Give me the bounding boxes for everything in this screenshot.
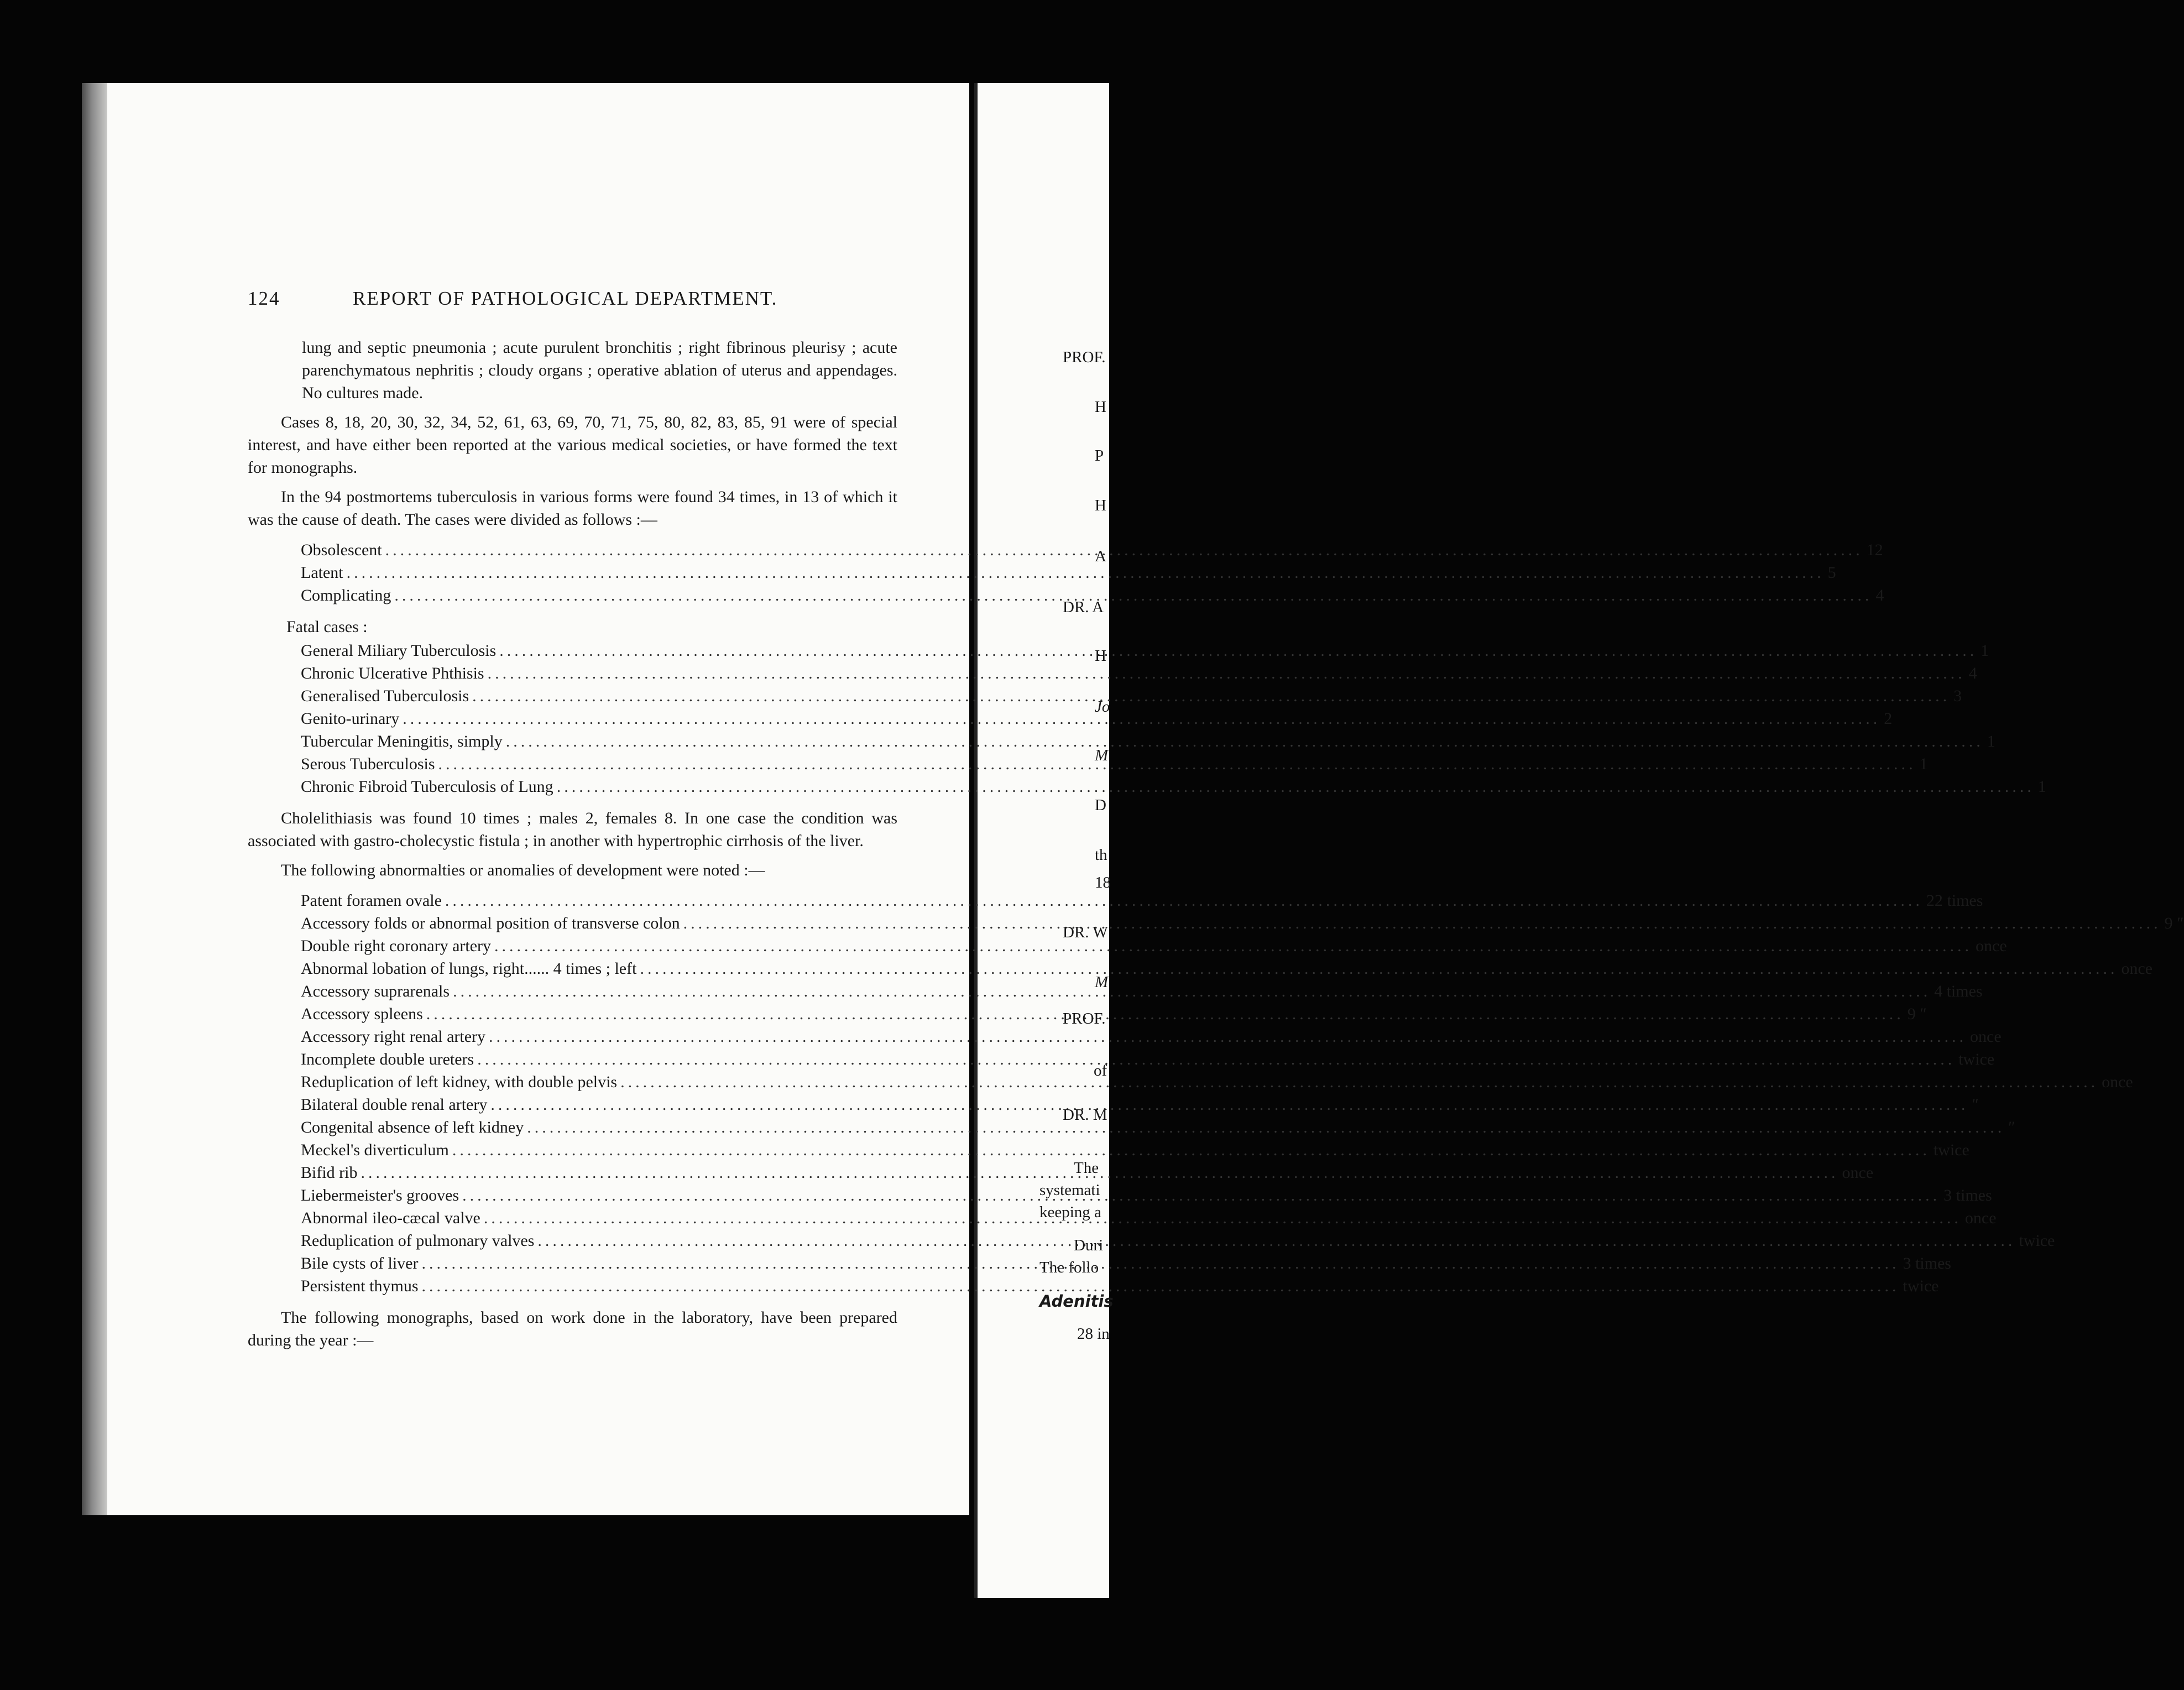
right-page-fragment: Adenitis xyxy=(1039,1292,1114,1311)
list-item-label: Bilateral double renal artery xyxy=(301,1096,488,1114)
right-page-fragment: 18 xyxy=(1095,874,1111,891)
leader-dots xyxy=(490,1093,1968,1116)
list-item-label: Reduplication of pulmonary valves xyxy=(301,1232,535,1250)
right-page-fragment: Duri xyxy=(1074,1237,1104,1254)
list-item-value: 9 ″ xyxy=(1907,1005,1927,1023)
leader-dots xyxy=(620,1071,2098,1093)
right-page-fragment: DR. W xyxy=(1063,924,1108,941)
list-item-value: twice xyxy=(1903,1277,1939,1295)
list-item-value: 1 xyxy=(1981,641,1989,660)
list-item-value: ″ xyxy=(1972,1096,1979,1114)
page-edge-shadow xyxy=(82,83,107,1515)
list-item-value: once xyxy=(1964,1209,1997,1227)
list-item-label: Chronic Ulcerative Phthisis xyxy=(301,664,484,682)
list-item-label: Accessory right renal artery xyxy=(301,1027,486,1046)
list-item xyxy=(301,775,2046,798)
list-item xyxy=(301,935,2007,957)
list-item-value: 1 xyxy=(1987,732,1995,750)
list-item-label: Generalised Tuberculosis xyxy=(301,687,469,705)
paragraph-continuation: lung and septic pneumonia ; acute purulent bronchitis ; right fibrinous pleurisy ; acute parenchymatous nephritis ; cloudy organs ; operative ablation of uterus and appendages. No cultures made. xyxy=(302,338,897,402)
leader-dots xyxy=(421,1252,1899,1275)
leader-dots xyxy=(403,707,1880,730)
list-item-label: Abnormal lobation of lungs, right...... 4 times ; left xyxy=(301,959,637,978)
leader-dots xyxy=(506,730,1984,753)
list-item-label: Accessory spleens xyxy=(301,1005,423,1023)
list-item-value: once xyxy=(1970,1027,2002,1046)
list-item-value: 12 xyxy=(1866,541,1883,559)
leader-dots xyxy=(488,662,1966,685)
list-item-label: Serous Tuberculosis xyxy=(301,755,435,773)
leader-dots xyxy=(361,1161,1839,1184)
right-page-fragment: th xyxy=(1095,846,1107,864)
list-item-label: Abnormal ileo-cæcal valve xyxy=(301,1209,480,1227)
list-item-value: once xyxy=(2102,1073,2133,1091)
paragraph-tuberculosis: In the 94 postmortems tuberculosis in various forms were found 34 times, in 13 of which it was the cause of death. The cases were divided as follows :— xyxy=(248,488,897,529)
list-item-value: 4 xyxy=(1875,586,1884,604)
leader-dots xyxy=(385,539,1863,561)
list-item-label: Reduplication of left kidney, with double pelvis xyxy=(301,1073,618,1091)
list-item-value: 4 times xyxy=(1934,982,1983,1000)
right-page-fragment: The xyxy=(1074,1159,1099,1177)
list-item xyxy=(301,639,1989,662)
right-page-fragment: keeping a xyxy=(1039,1203,1101,1221)
list-item-value: 3 times xyxy=(1943,1186,1992,1204)
leader-dots xyxy=(462,1184,1940,1207)
list-item-label: Liebermeister's grooves xyxy=(301,1186,459,1204)
paragraph-monographs: The following monographs, based on work done in the laboratory, have been prepared during the year :— xyxy=(248,1308,897,1349)
right-page-fragment: H xyxy=(1095,398,1106,416)
leader-dots xyxy=(494,935,1972,957)
page-number: 124 xyxy=(248,288,280,309)
list-item xyxy=(301,539,1883,561)
right-page-fragment: systemati xyxy=(1039,1181,1100,1199)
list-item-label: Accessory suprarenals xyxy=(301,982,450,1000)
right-page-fragment: M xyxy=(1095,973,1109,991)
list-item-value: 22 times xyxy=(1926,891,1983,910)
list-item xyxy=(301,889,1983,912)
list-item-label: Double right coronary artery xyxy=(301,937,492,955)
list-item xyxy=(301,1025,2002,1048)
leader-dots xyxy=(537,1229,2015,1252)
list-item xyxy=(301,1071,2133,1093)
right-page-fragment: PROF. xyxy=(1063,1010,1106,1027)
leader-dots xyxy=(477,1048,1955,1071)
right-page-fragment: A xyxy=(1095,547,1106,565)
right-page-fragment: PROF. xyxy=(1063,348,1106,366)
list-item-label: Chronic Fibroid Tuberculosis of Lung xyxy=(301,778,553,796)
leader-dots xyxy=(394,584,1872,607)
list-item xyxy=(301,561,1836,584)
leader-dots xyxy=(484,1207,1962,1229)
list-item-label: Patent foramen ovale xyxy=(301,891,442,910)
paragraph-cholelithiasis: Cholelithiasis was found 10 times ; males 2, females 8. In one case the condition was associated with gastro-cholecystic fistula ; in another with hypertrophic cirrhosis of the liver. xyxy=(248,809,897,850)
leader-dots xyxy=(472,685,1950,707)
list-item-value: twice xyxy=(2019,1232,2055,1250)
list-item-value: 3 times xyxy=(1903,1254,1951,1272)
leader-dots xyxy=(422,1275,1900,1297)
list-item-label: Bile cysts of liver xyxy=(301,1254,419,1272)
list-item-value: twice xyxy=(1933,1141,1969,1159)
leader-dots xyxy=(489,1025,1967,1048)
list-item-value: ″ xyxy=(2008,1118,2015,1136)
leader-dots xyxy=(347,561,1825,584)
list-item-label: Accessory folds or abnormal position of transverse colon xyxy=(301,914,680,932)
list-item-label: Congenital absence of left kidney xyxy=(301,1118,524,1136)
fatal-cases-heading: Fatal cases : xyxy=(286,618,368,636)
right-page-fragment: DR. M xyxy=(1063,1106,1107,1124)
leader-dots xyxy=(453,980,1931,1003)
leader-dots xyxy=(640,957,2118,980)
leader-dots xyxy=(452,1139,1930,1161)
paragraph-anomalies-intro: The following abnormalties or anomalies of development were noted :— xyxy=(281,861,765,879)
list-item-value: 1 xyxy=(1919,755,1928,773)
list-item xyxy=(301,1275,1939,1297)
list-item-value: 2 xyxy=(1884,710,1893,728)
list-item-label: Persistent thymus xyxy=(301,1277,419,1295)
paragraph-special-cases: Cases 8, 18, 20, 30, 32, 34, 52, 61, 63, 69, 70, 71, 75, 80, 82, 83, 85, 91 were of special interest, and have either been reported at the various medical societies, or have formed the text for monographs. xyxy=(248,413,897,477)
list-item xyxy=(301,1116,2015,1139)
list-item-label: Latent xyxy=(301,564,343,582)
right-page-fragment: The follo xyxy=(1039,1259,1099,1276)
list-item-label: Genito-urinary xyxy=(301,710,400,728)
list-item xyxy=(301,957,2153,980)
list-item-label: Complicating xyxy=(301,586,391,604)
leader-dots xyxy=(445,889,1923,912)
list-item-label: General Miliary Tuberculosis xyxy=(301,641,497,660)
right-page-fragment: H xyxy=(1095,497,1106,514)
list-item-value: once xyxy=(1842,1164,1874,1182)
right-page-fragment: H xyxy=(1095,647,1106,665)
right-page xyxy=(974,83,1109,1598)
list-item xyxy=(301,980,1983,1003)
list-item-value: once xyxy=(1976,937,2007,955)
right-page-fragment: M xyxy=(1095,747,1109,764)
list-item-label: Tubercular Meningitis, simply xyxy=(301,732,503,750)
list-item xyxy=(301,1139,1969,1161)
list-item xyxy=(301,753,1928,775)
list-item-label: Meckel's diverticulum xyxy=(301,1141,449,1159)
list-item xyxy=(301,730,1995,753)
right-page-fragment: 28 in xyxy=(1077,1325,1110,1343)
right-page-fragment: D xyxy=(1095,796,1106,814)
right-page-fragment: Jo xyxy=(1095,698,1110,716)
list-item-value: 4 xyxy=(1968,664,1977,682)
right-page-fragment: DR. A xyxy=(1063,598,1104,616)
right-page-fragment: P xyxy=(1095,447,1104,465)
list-item-value: twice xyxy=(1958,1050,1995,1068)
leader-dots xyxy=(438,753,1916,775)
right-page-fragment: of xyxy=(1094,1062,1107,1079)
leader-dots xyxy=(683,912,2161,935)
list-item-value: 5 xyxy=(1827,564,1836,582)
list-item-label: Incomplete double ureters xyxy=(301,1050,474,1068)
list-item-value: 9 ″ xyxy=(2164,914,2184,932)
list-item xyxy=(301,662,1977,685)
running-title: REPORT OF PATHOLOGICAL DEPARTMENT. xyxy=(353,288,778,309)
leader-dots xyxy=(499,639,1977,662)
list-item-label: Obsolescent xyxy=(301,541,382,559)
list-item-value: 3 xyxy=(1953,687,1962,705)
list-item-value: once xyxy=(2121,959,2153,978)
leader-dots xyxy=(426,1003,1904,1025)
list-item-value: 1 xyxy=(2037,778,2046,796)
leader-dots xyxy=(557,775,2035,798)
list-item-label: Bifid rib xyxy=(301,1164,358,1182)
leader-dots xyxy=(527,1116,2005,1139)
